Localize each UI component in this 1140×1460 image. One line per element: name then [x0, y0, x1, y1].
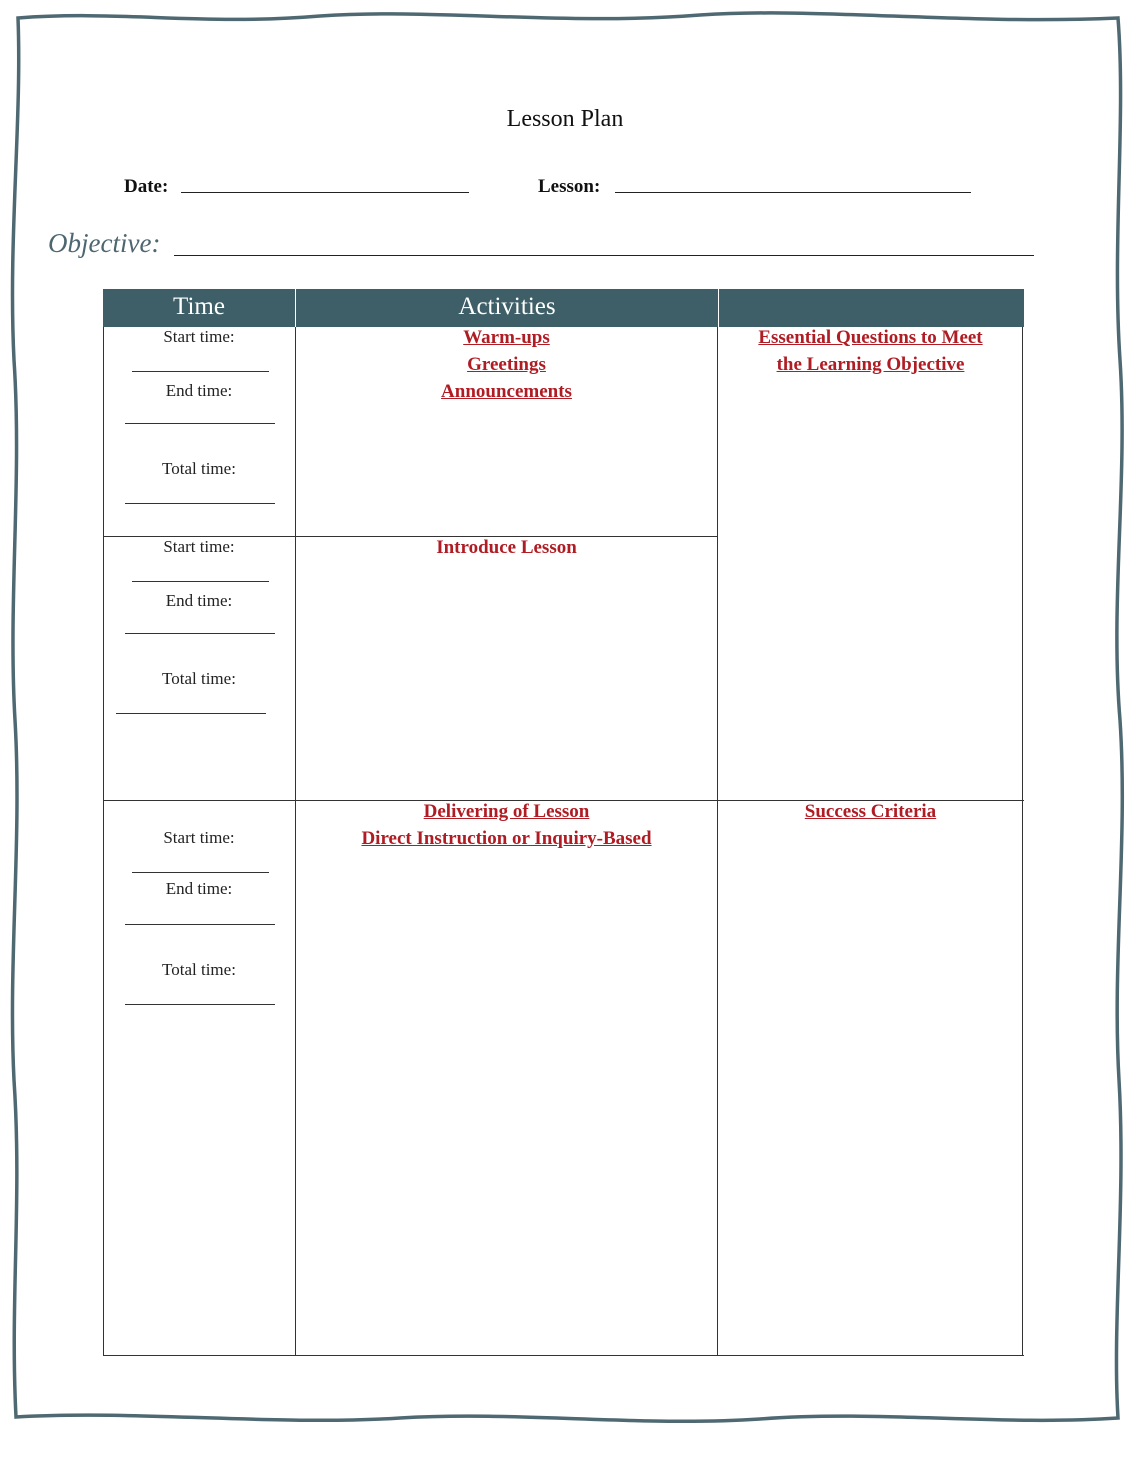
objective-field[interactable]: [174, 255, 1034, 256]
instruction-item: Direct Instruction or Inquiry-Based: [361, 828, 652, 849]
end-time-field[interactable]: [125, 423, 275, 424]
announcements-item: Announcements: [441, 381, 572, 402]
date-label: Date:: [124, 176, 169, 197]
header-activities: Activities: [296, 289, 718, 327]
table-border-bottom: [103, 1355, 1024, 1356]
total-time-field[interactable]: [125, 503, 275, 504]
lesson-field[interactable]: [615, 192, 971, 193]
start-time-field[interactable]: [132, 872, 269, 873]
total-time-label: Total time:: [162, 669, 236, 688]
start-time-field[interactable]: [132, 371, 269, 372]
introduce-lesson: Introduce Lesson: [436, 537, 577, 558]
start-time-label: Start time:: [163, 537, 235, 556]
objective-label: Objective:: [48, 228, 161, 258]
essential-line-2: the Learning Objective: [776, 354, 965, 375]
header-blank: [719, 289, 1024, 327]
end-time-label: End time:: [165, 879, 233, 898]
date-field[interactable]: [181, 192, 469, 193]
total-time-label: Total time:: [162, 960, 236, 979]
warmup-item: Warm-ups: [463, 327, 550, 348]
essential-questions: [719, 324, 1022, 378]
column-divider-2: [717, 327, 718, 1356]
end-time-field[interactable]: [125, 633, 275, 634]
success-criteria: Success Criteria: [804, 801, 937, 822]
lesson-label: Lesson:: [538, 176, 601, 197]
start-time-label: Start time:: [163, 327, 235, 346]
total-time-field[interactable]: [125, 1004, 275, 1005]
end-time-field[interactable]: [125, 924, 275, 925]
delivering-activities: [296, 798, 717, 852]
lesson-table: [103, 289, 1024, 1356]
delivering-item: Delivering of Lesson: [423, 801, 590, 822]
end-time-label: End time:: [165, 591, 233, 610]
table-border-right: [1022, 327, 1023, 1356]
page-title: Lesson Plan: [506, 106, 624, 132]
start-time-label: Start time:: [163, 828, 235, 847]
total-time-label: Total time:: [162, 459, 236, 478]
header-time: Time: [103, 289, 295, 327]
total-time-field[interactable]: [116, 713, 266, 714]
start-time-field[interactable]: [132, 581, 269, 582]
end-time-label: End time:: [165, 381, 233, 400]
essential-line-1: Essential Questions to Meet: [758, 327, 983, 348]
greetings-item: Greetings: [467, 354, 546, 375]
warmup-activities: [296, 324, 717, 405]
